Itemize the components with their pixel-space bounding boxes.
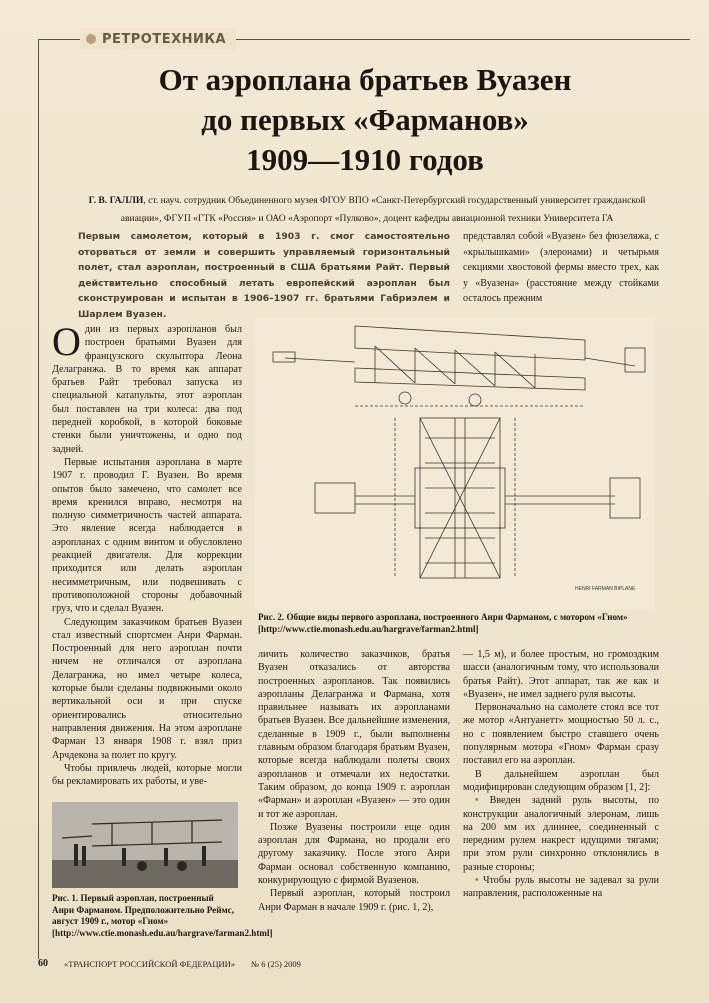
rubric-label: РЕТРОТЕХНИКА (102, 31, 227, 47)
article-title (40, 60, 690, 180)
figure-2-caption: Рис. 2. Общие виды первого аэроплана, построенного Анри Фарманом, с мотором «Гном» [http://www.ctie.monash.edu.au/hargrave/farman2.html] (258, 612, 628, 634)
airplane-photo-icon (52, 802, 238, 888)
biplane-blueprint-icon (255, 318, 655, 610)
col2-paragraph-2: Позже Вуазены построили еще один аэроплан для Фармана, но продали его другому заказчику. После этого Анри Фарман основал собственную компанию, конкурирующую с фирмой Вуазенов. (258, 821, 450, 887)
col2-paragraph-1: личить количество заказчиков, братья Вуазен отказались от авторства построенных аэропланов. Так появились аэропланы Делагранжа и Фармана, хотя правильнее называть их аэропланами братьев Вуазен. Все дальнейшие изменения, сделанные в 1909 г., были выполнены главным образом благодаря братьям Вуазен, которые всегда наблюдали полеты своих аэропланов и отмечали их недостатки. Таким образом, до конца 1909 г. аэроплан «Фарман» и аэроплан «Вуазен» — это один и тот же аэроплан. (258, 649, 450, 820)
author-block (52, 192, 682, 228)
bullet-dot-icon (86, 34, 96, 44)
col3-paragraph-3: В дальнейшем аэроплан был модифицирован следующим образом [1, 2]: (463, 768, 659, 793)
bullet-icon: • (475, 795, 479, 807)
column-top-right: представлял собой «Вуазен» без фюзеляжа, с «крылышками» (элеронами) и четырьмя секциями хвостовой фермы вместо трех, как у «Вуазена» (расстояние между стойками осталось прежним (463, 231, 659, 304)
figure-1-photo (52, 802, 238, 888)
lead-paragraph: Первым самолетом, который в 1903 г. смог самостоятельно оторваться от земли и совершить управляемый горизонтальный полет, стал аэроплан, построенный в США братьями Райт. Первый действительно способный летать европейский аэроплан был сконструирован и испытан в 1906–1907 гг. братьями Габриэлем и Шарлем Вуазен. (78, 231, 450, 320)
title-line-1: От аэроплана братьев Вуазен (158, 62, 572, 97)
column-1 (52, 319, 242, 788)
col3-bullet-2 (463, 874, 659, 901)
drawing-label: HENRI FARMAN BIPLANE (575, 586, 636, 592)
col2-paragraph-3: Первый аэроплан, который построил Анри Фарман в начале 1909 г. (рис. 1, 2), (258, 888, 450, 913)
bullet-icon: • (475, 875, 479, 887)
col3-bullet-2-text: Чтобы руль высоты не задевал за рули направления, расположенные на (463, 875, 659, 900)
col1-paragraph-2: Первые испытания аэроплана в марте 1907 г. проводил Г. Вуазен. Во время опытов было замечено, что самолет все время кренился вправо, несмотря на полную симметричность частей аппарата. Это явление всегда наблюдается в аэропланах с одним винтом и обусловлено реакцией двигателя. Для коррекции приходится или делать аэроплан несимметричным, или подвешивать с противоположной стороны добавочный груз, что и сделал Вуазен. (52, 456, 242, 615)
author-info-2: авиации», ФГУП «ГТК «Россия» и ОАО «Аэропорт «Пулково», доцент кафедры авиационной техники Университета ГА (120, 213, 614, 224)
frame-left-rule (38, 39, 39, 959)
page-number: 60 (38, 958, 48, 969)
section-rubric (80, 28, 236, 50)
col1-paragraph-1 (52, 319, 242, 456)
col1-p1-text: дин из первых аэропланов был построен братьями Вуазен для французского скульптора Леона Делагранжа. В то время как аппарат братьев Райт требовал запуска из специальной катапульты, этот аэроплан был поставлен на три колеса: два под передней коробкой, в которой боковые стенки были уничтожены, и одно под задней. (52, 324, 242, 455)
issue-number: № 6 (25) 2009 (251, 958, 301, 969)
col1-paragraph-3: Следующим заказчиком братьев Вуазен стал известный спортсмен Анри Фарман. Построенный для него аэроплан почти ничем не отличался от аэроплана Делагранжа, но имел четыре колеса, которые были сделаны подвижными около вертикальной оси и при спуске ориентировались относительно направления движения. На этом аэроплане Фарман 13 января 1908 г. взял приз Арчдекона за полет по кругу. (52, 616, 242, 761)
figure-1-caption: Рис. 1. Первый аэроплан, построенный Анри Фарманом. Предположительно Реймс, август 1909 г., мотор «Гном» [http://www.ctie.monash.edu.au/hargrave/farman2.html] (52, 893, 273, 938)
title-line-3: 1909—1910 годов (246, 142, 484, 177)
col3-paragraph-1: — 1,5 м), и более простым, но громоздким шасси (аналогичным тому, что использовали братья Райт). Этот аппарат, так же как и «Вуазен», не имел заднего руля высоты. (463, 649, 659, 700)
journal-name: «ТРАНСПОРТ РОССИЙСКОЙ ФЕДЕРАЦИИ» (64, 958, 236, 969)
col3-bullet-1-text: Введен задний руль высоты, по конструкции аналогичный элеронам, лишь на 200 мм их длиннее, соединенный с передним рулем накрест идущими тягами; при этом рули синхронно отклонялись в разные стороны; (463, 795, 659, 873)
column-3 (463, 648, 659, 901)
title-line-2: до первых «Фарманов» (201, 102, 529, 137)
column-2 (258, 648, 450, 914)
author-info-1: , ст. науч. сотрудник Объединенного музея ФГОУ ВПО «Санкт-Петербургский государственный университет гражданской (143, 195, 646, 206)
col1-paragraph-4: Чтобы привлечь людей, которые могли бы рекламировать их работы, и уве- (52, 762, 242, 788)
drop-cap: О (52, 319, 81, 364)
col3-bullet-1 (463, 794, 659, 874)
author-name: Г. В. ГАЛЛИ (88, 195, 144, 206)
page-footer (38, 958, 690, 969)
col3-paragraph-2: Первоначально на самолете стоял все тот же мотор «Антуанетт» мощностью 50 л. с., но с появлением быстро ставшего очень популярным мотора «Гном» Фарман сразу поставил его на аэроплан. (463, 702, 659, 767)
figure-2-drawing (255, 318, 655, 610)
